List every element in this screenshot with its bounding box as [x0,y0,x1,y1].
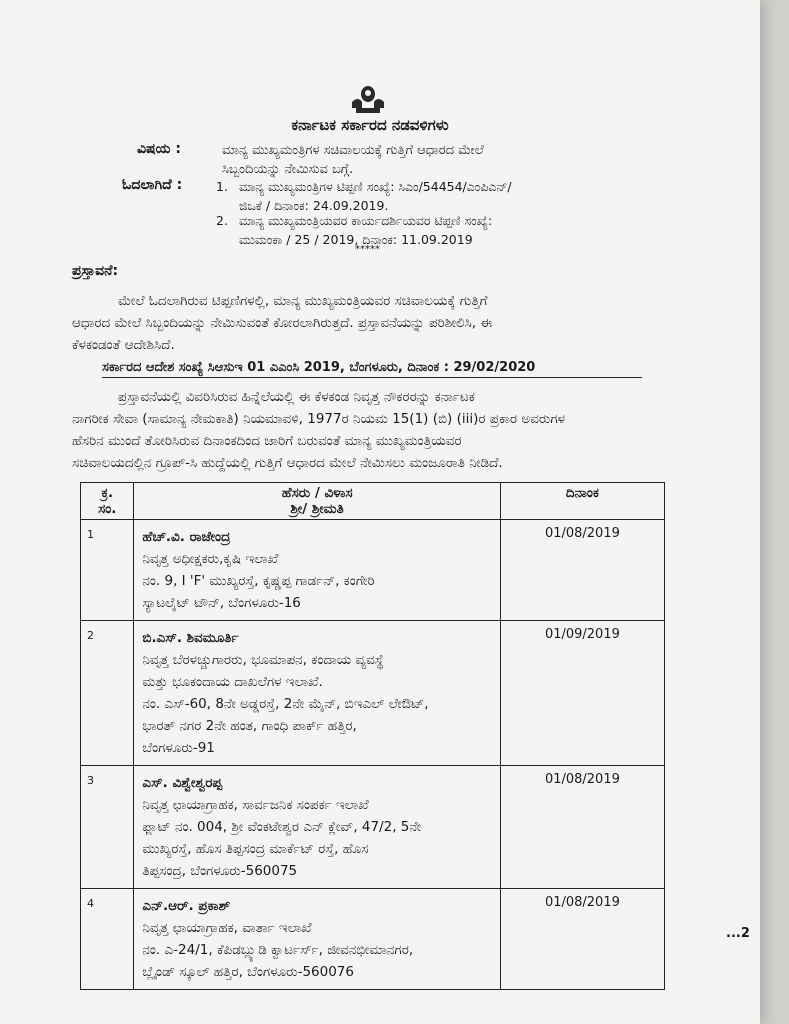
reference-line: ಮುಮಂಕಾ / 25 / 2019, ದಿನಾಂಕ: 11.09.2019 [239,232,473,247]
separator-stars: ***** [355,244,380,255]
address-line: ಸ್ಯಾಟಲೈಟ್ ಟೌನ್, ಬೆಂಗಳೂರು-16 [142,595,301,611]
paragraph-line: ಆಧಾರದ ಮೇಲೆ ಸಿಬ್ಬಂದಿಯನ್ನು ನೇಮಿಸುವಂತೆ ಕೋರಲಾಗಿರುತ್ತದೆ. ಪ್ರಸ್ತಾವನೆಯನ್ನು ಪರಿಶೀಲಿಸಿ, ಈ [72,315,493,331]
paragraph-line: ನಾಗರೀಕ ಸೇವಾ (ಸಾಮಾನ್ಯ ನೇಮಕಾತಿ) ನಿಯಮಾವಳಿ, 1977ರ ನಿಯಮ 15(1) (ಬಿ) (iii)ರ ಪ್ರಕಾರ ಅವರುಗಳ [72,411,565,427]
paragraph-line: ಸಚಿವಾಲಯದಲ್ಲಿನ ಗ್ರೂಪ್-ಸಿ ಹುದ್ದೆಯಲ್ಲಿ ಗುತ್ತಿಗೆ ಆಧಾರದ ಮೇಲೆ ನೇಮಿಸಲು ಮಂಜೂರಾತಿ ನೀಡಿದೆ. [72,455,503,471]
table-header-row [81,483,665,520]
row-date: 01/08/2019 [500,766,664,889]
paragraph-line: ಹೆಸರಿನ ಮುಂದೆ ತೋರಿಸಿರುವ ದಿನಾಂಕದಿಂದ ಜಾರಿಗೆ ಬರುವಂತೆ ಮಾನ್ಯ ಮುಖ್ಯಮಂತ್ರಿಯವರ [72,433,462,449]
preamble-paragraph [72,290,672,356]
appointee-name: ಎಸ್. ವಿಶ್ವೇಶ್ವರಪ್ಪ [142,775,223,791]
address-line: ನಂ. ಎಸ್-60, 8ನೇ ಅಡ್ಡರಸ್ತೆ, 2ನೇ ಮೈನ್, ಬಿಇಎಲ್ ಲೇಔಟ್, [142,696,429,712]
reference-number: 2. [216,213,228,228]
address-line: ನಿವೃತ್ತ ಛಾಯಾಗ್ರಾಹಕ, ವಾರ್ತಾ ಇಲಾಖೆ [142,920,312,936]
address-line: ನಿವೃತ್ತ ಬೆರಳಚ್ಚುಗಾರರು, ಭೂಮಾಪನ, ಕಂದಾಯ ವ್ಯವಸ್ಥೆ [142,652,384,668]
page-continuation-marker: ...2 [726,926,750,941]
address-line: ಬ್ಲೈಂಡ್ ಸ್ಕೂಲ್ ಹತ್ತಿರ, ಬೆಂಗಳೂರು-560076 [142,964,354,980]
government-title: ಕರ್ನಾಟಕ ಸರ್ಕಾರದ ನಡವಳಿಗಳು [291,116,449,134]
table-row [81,621,665,766]
paragraph-line: ಪ್ರಸ್ತಾವನೆಯಲ್ಲಿ ವಿವರಿಸಿರುವ ಹಿನ್ನೆಲೆಯಲ್ಲಿ ಈ ಕೆಳಕಂಡ ನಿವೃತ್ತ ನೌಕರರನ್ನು ಕರ್ನಾಟಕ [118,389,475,405]
subject-line: ಸಿಬ್ಬಂದಿಯನ್ನು ನೇಮಿಸುವ ಬಗ್ಗೆ. [222,162,354,177]
address-line: ಮುಖ್ಯರಸ್ತೆ, ಹೊಸ ತಿಪ್ಪಸಂದ್ರ ಮಾರ್ಕೆಟ್ ರಸ್ತೆ, ಹೊಸ [142,841,369,857]
row-date: 01/09/2019 [500,621,664,766]
header-line: ಕ್ರ. [101,485,114,501]
order-paragraph [72,386,687,474]
row-date: 01/08/2019 [500,520,664,621]
state-emblem-icon [348,82,388,116]
table-row [81,889,665,990]
references-label: ಓದಲಾಗಿದೆ : [122,177,183,193]
header-line: ಶ್ರೀ/ ಶ್ರೀಮತಿ [290,501,344,517]
address-line: ನಿವೃತ್ತ ಅಧೀಕ್ಷಕರು,ಕೃಷಿ ಇಲಾಖೆ [142,551,279,567]
reference-line: ಮಾನ್ಯ ಮುಖ್ಯಮಂತ್ರಿಗಳ ಟಿಪ್ಪಣಿ ಸಂಖ್ಯೆ: ಸಿಎಂ/54454/ಎಂಪಿಎನ್/ [239,179,512,194]
header-line: ಸಂ. [98,501,117,517]
subject-line: ಮಾನ್ಯ ಮುಖ್ಯಮಂತ್ರಿಗಳ ಸಚಿವಾಲಯಕ್ಕೆ ಗುತ್ತಿಗೆ ಆಧಾರದ ಮೇಲೆ [222,143,484,158]
row-name-address [134,621,500,766]
order-title: ಸರ್ಕಾರದ ಆದೇಶ ಸಂಖ್ಯೆ ಸಿಆಸುಇ 01 ಎಎಂಸಿ 2019, ಬೆಂಗಳೂರು, ದಿನಾಂಕ : 29/02/2020 [102,360,642,378]
header-date: ದಿನಾಂಕ [500,483,664,520]
subject-text [222,141,672,179]
row-name-address [134,889,500,990]
address-line: ಬೆಂಗಳೂರು-91 [142,740,215,756]
address-line: ತಿಪ್ಪಸಂದ್ರ, ಬೆಂಗಳೂರು-560075 [142,863,298,879]
address-line: ನಿವೃತ್ತ ಛಾಯಾಗ್ರಾಹಕ, ಸಾರ್ವಜನಿಕ ಸಂಪರ್ಕ ಇಲಾಖೆ [142,797,369,813]
row-number: 3 [81,766,134,889]
appointee-name: ಹೆಚ್.ವಿ. ರಾಜೇಂದ್ರ [142,529,231,545]
header-name-address [134,483,500,520]
address-line: ಫ್ಲಾಟ್ ನಂ. 004, ಶ್ರೀ ವೆಂಕಟೇಶ್ವರ ಎನ್ ಕ್ಲೇವ್, 47/2, 5ನೇ [142,819,422,835]
preamble-heading: ಪ್ರಸ್ತಾವನೆ: [72,263,119,279]
reference-line: ಜಿಒಕೆ / ದಿನಾಂಕ: 24.09.2019. [239,198,389,213]
paragraph-line: ಮೇಲೆ ಓದಲಾಗಿರುವ ಟಿಪ್ಪಣಿಗಳಲ್ಲಿ, ಮಾನ್ಯ ಮುಖ್ಯಮಂತ್ರಿಯವರ ಸಚಿವಾಲಯಕ್ಕೆ ಗುತ್ತಿಗೆ [118,293,488,309]
row-number: 1 [81,520,134,621]
subject-label: ವಿಷಯ : [137,141,182,157]
paragraph-line: ಕೆಳಕಂಡಂತೆ ಆದೇಶಿಸಿದೆ. [72,337,175,353]
address-line: ಮತ್ತು ಭೂಕಂದಾಯ ದಾಖಲೆಗಳ ಇಲಾಖೆ. [142,674,323,690]
header-serial-no [81,483,134,520]
row-number: 2 [81,621,134,766]
row-number: 4 [81,889,134,990]
row-date: 01/08/2019 [500,889,664,990]
reference-item [239,177,679,215]
appointees-table [80,482,665,990]
table-row [81,766,665,889]
table-row [81,520,665,621]
appointee-name: ಬಿ.ಎಸ್. ಶಿವಮೂರ್ತಿ [142,630,239,646]
reference-line: ಮಾನ್ಯ ಮುಖ್ಯಮಂತ್ರಿಯವರ ಕಾರ್ಯದರ್ಶಿಯವರ ಟಿಪ್ಪಣಿ ಸಂಖ್ಯೆ: [239,213,493,228]
reference-number: 1. [216,179,228,194]
address-line: ನಂ. ಎ-24/1, ಕೆಪಿಡಬ್ಲ್ಯುಡಿ ಕ್ವಾರ್ಟರ್ಸ್, ಜೀವನಭೀಮಾನಗರ, [142,942,414,958]
appointee-name: ಎನ್.ಆರ್. ಪ್ರಕಾಶ್ [142,898,231,914]
row-name-address [134,766,500,889]
address-line: ನಂ. 9, I 'F' ಮುಖ್ಯರಸ್ತೆ, ಕೃಷ್ಣಪ್ಪ ಗಾರ್ಡನ್, ಕಂಗೇರಿ [142,573,375,589]
reference-item [239,211,679,249]
address-line: ಭಾರತ್ ನಗರ 2ನೇ ಹಂತ, ಗಾಂಧಿ ಪಾರ್ಕ್ ಹತ್ತಿರ, [142,718,357,734]
row-name-address [134,520,500,621]
header-line: ಹೆಸರು / ವಿಳಾಸ [281,485,353,501]
